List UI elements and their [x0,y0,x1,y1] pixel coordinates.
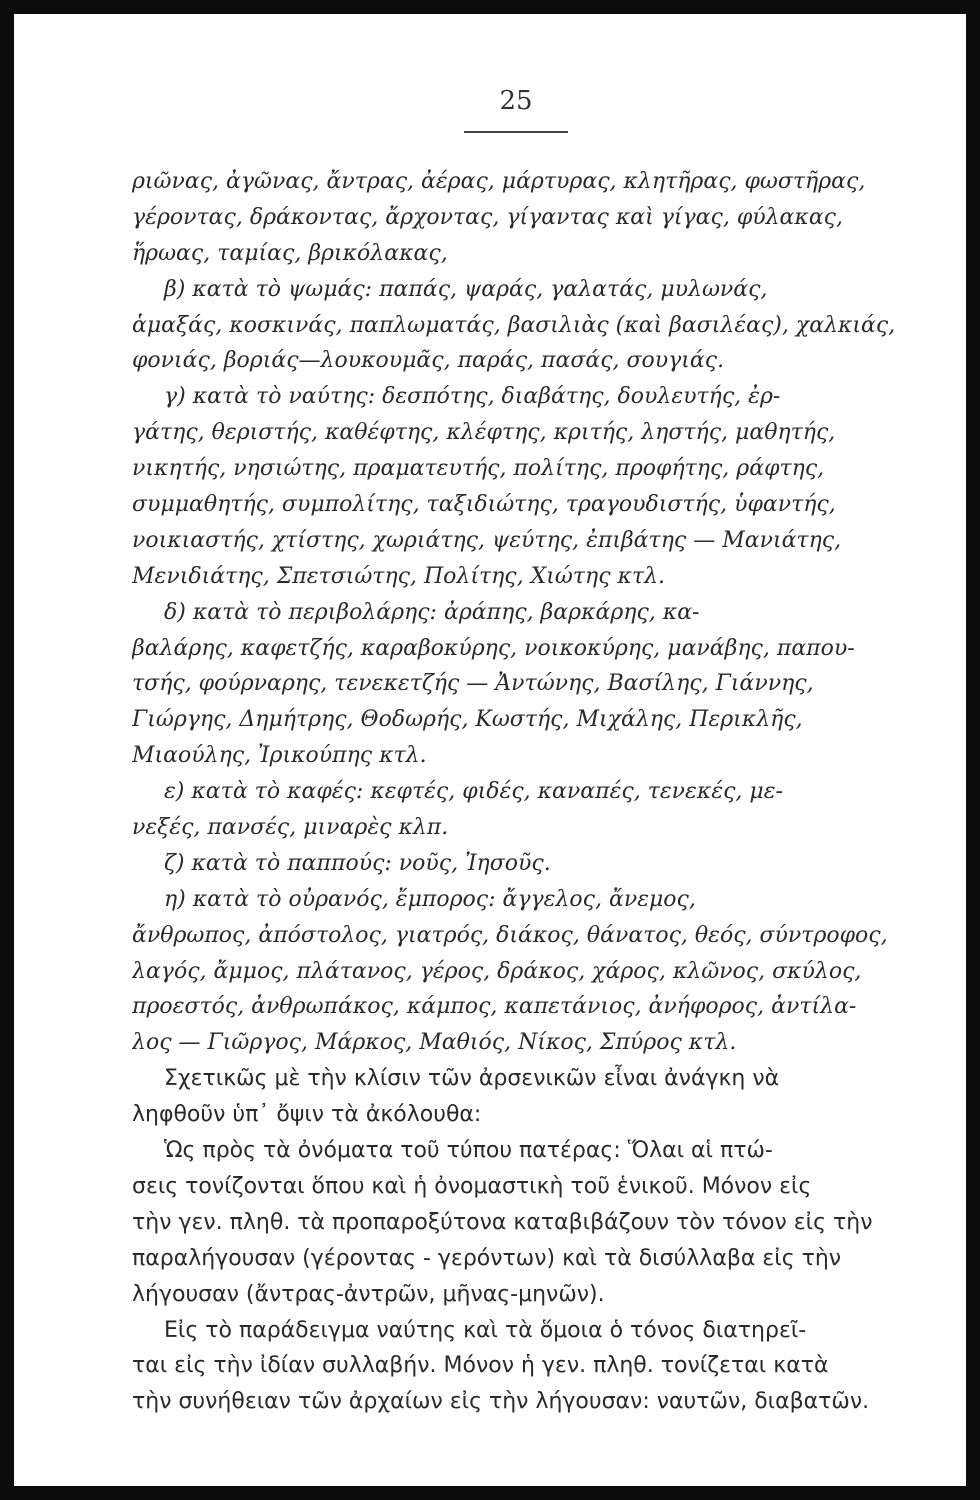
page-number-rule [464,131,568,133]
text-line: προεστός, ἀνθρωπάκος, κάμπος, καπετάνιος, ἀνήφορος, ἀντίλα- [132,994,857,1020]
text-line: γέροντας, δράκοντας, ἄρχοντας, γίγαντας καὶ γίγας, φύλακας, [132,204,843,230]
text-line: γάτης, θεριστής, καθέφτης, κλέφτης, κριτής, ληστής, μαθητής, [132,420,836,446]
text-line: παραλήγουσαν (γέροντας - γερόντων) καὶ τὰ δισύλλαβα εἰς τὴν [132,1245,842,1271]
text-line: ζ) κατὰ τὸ παππούς: νοῦς, Ἰησοῦς. [164,850,551,876]
text-line: η) κατὰ τὸ οὐρανός, ἔμπορος: ἄγγελος, ἄνεμος, [164,886,696,912]
text-line: Ὡς πρὸς τὰ ὀνόματα τοῦ τύπου πατέρας: Ὅλαι αἱ πτώ- [164,1138,773,1164]
text-line: τὴν γεν. πληθ. τὰ προπαροξύτονα καταβιβάζουν τὸν τόνον εἰς τὴν [132,1209,873,1235]
text-line: ριῶνας, ἀγῶνας, ἄντρας, ἀέρας, μάρτυρας, κλητῆρας, φωστῆρας, [132,169,866,194]
text-line: Γιώργης, Δημήτρης, Θοδωρής, Κωστής, Μιχάλης, Περικλῆς, [132,707,803,733]
text-line: φονιάς, βοριάς—λουκουμᾶς, παράς, πασάς, σουγιάς. [132,348,725,374]
text-line: δ) κατὰ τὸ περιβολάρης: ἀράπης, βαρκάρης, κα- [164,599,700,625]
text-line: σεις τονίζονται ὅπου καὶ ἡ ὀνομαστικὴ τοῦ ἑνικοῦ. Μόνον εἰς [132,1173,812,1199]
text-line: ται εἰς τὴν ἰδίαν συλλαβήν. Μόνον ἡ γεν. πληθ. τονίζεται κατὰ [132,1353,829,1379]
text-line: Μιαούλης, Ἰρικούπης κτλ. [132,743,427,769]
text-line: Εἰς τὸ παράδειγμα ναύτης καὶ τὰ ὅμοια ὁ τόνος διατηρεῖ- [164,1317,807,1343]
book-page [14,14,966,1486]
text-line: Μενιδιάτης, Σπετσιώτης, Πολίτης, Χιώτης κτλ. [132,563,666,589]
body-text [132,164,902,1420]
text-line: ἁμαξάς, κοσκινάς, παπλωματάς, βασιλιὰς (καὶ βασιλέας), χαλκιάς, [132,312,896,338]
text-line: Σχετικῶς μὲ τὴν κλίσιν τῶν ἀρσενικῶν εἶναι ἀνάγκη νὰ [164,1066,780,1092]
text-line: ληφθοῦν ὑπ᾿ ὄψιν τὰ ἀκόλουθα: [132,1102,482,1128]
text-line: βαλάρης, καφετζής, καραβοκύρης, νοικοκύρης, μανάβης, παπου- [132,635,855,661]
text-line: συμμαθητής, συμπολίτης, ταξιδιώτης, τραγουδιστής, ὑφαντής, [132,492,836,518]
text-line: ἥρωας, ταμίας, βρικόλακας, [132,240,448,266]
text-line: τσής, φούρναρης, τενεκετζής — Ἀντώνης, Βασίλης, Γιάννης, [132,671,814,697]
text-line: νικητής, νησιώτης, πραματευτής, πολίτης, προφήτης, ράφτης, [132,456,825,482]
page-number: 25 [499,86,533,116]
text-line: νεξές, πανσές, μιναρὲς κλπ. [132,815,449,841]
text-line: λος — Γιῶργος, Μάρκος, Μαθιός, Νίκος, Σπύρος κτλ. [132,1030,737,1056]
text-line: γ) κατὰ τὸ ναύτης: δεσπότης, διαβάτης, δουλευτής, ἐρ- [164,384,781,410]
text-line: τὴν συνήθειαν τῶν ἀρχαίων εἰς τὴν λήγουσαν: ναυτῶν, διαβατῶν. [132,1389,870,1415]
text-line: νοικιαστής, χτίστης, χωριάτης, ψεύτης, ἐπιβάτης — Μανιάτης, [132,527,842,553]
text-line: β) κατὰ τὸ ψωμάς: παπάς, ψαράς, γαλατάς, μυλωνάς, [164,276,768,302]
text-line: λήγουσαν (ἄντρας-ἀντρῶν, μῆνας-μηνῶν). [132,1281,605,1307]
text-line: ε) κατὰ τὸ καφές: κεφτές, φιδές, καναπές, τενεκές, με- [164,779,783,805]
text-line: λαγός, ἄμμος, πλάτανος, γέρος, δράκος, χάρος, κλῶνος, σκύλος, [132,958,862,984]
text-line: ἄνθρωπος, ἀπόστολος, γιατρός, διάκος, θάνατος, θεός, σύντροφος, [132,922,888,948]
